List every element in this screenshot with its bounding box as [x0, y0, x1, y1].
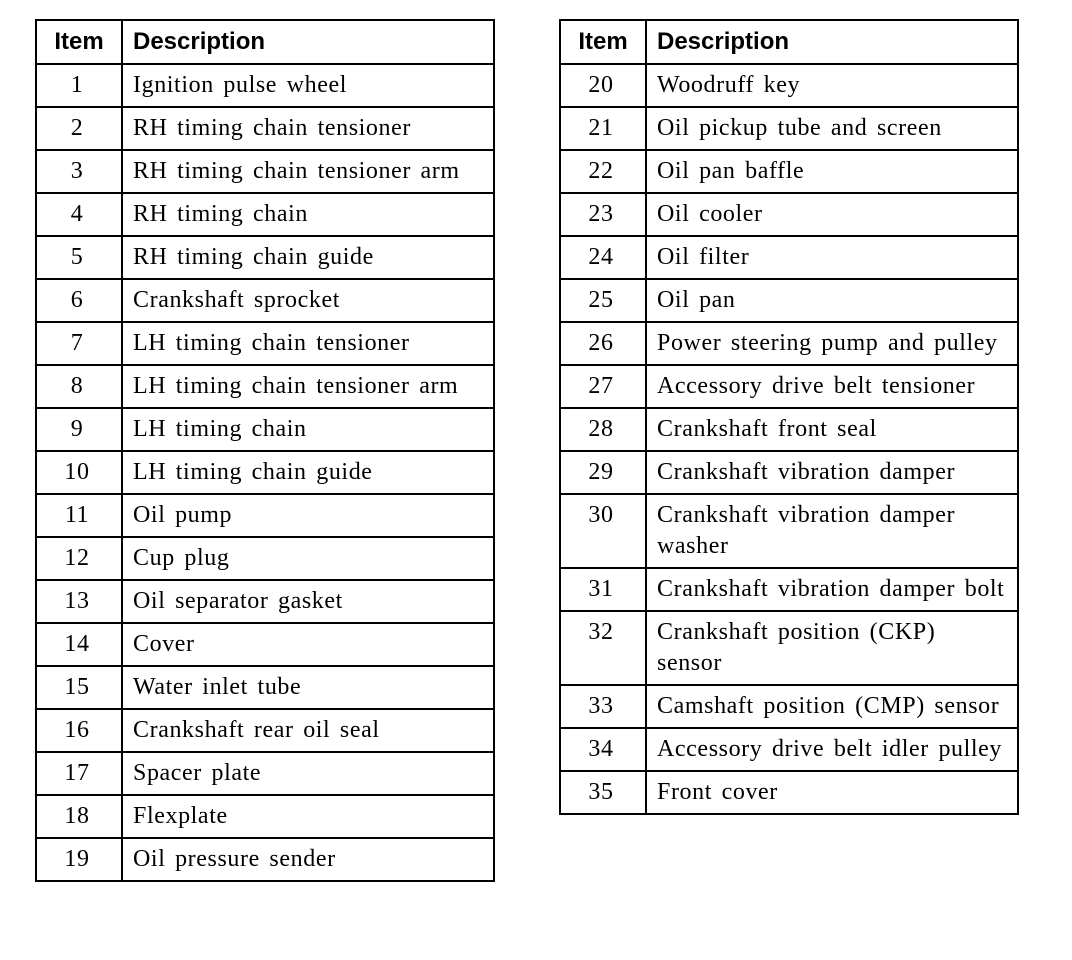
item-number-cell: 13	[36, 580, 122, 623]
item-number-cell: 17	[36, 752, 122, 795]
item-description-cell: Accessory drive belt idler pulley	[646, 728, 1018, 771]
item-description-cell: Oil filter	[646, 236, 1018, 279]
item-description-cell: Oil pickup tube and screen	[646, 107, 1018, 150]
item-number-cell: 27	[560, 365, 646, 408]
item-description-cell: Camshaft position (CMP) sensor	[646, 685, 1018, 728]
table-row	[560, 236, 1018, 279]
table-row	[560, 611, 1018, 685]
item-number-cell: 6	[36, 279, 122, 322]
item-description-cell: RH timing chain	[122, 193, 494, 236]
item-description-cell: Oil cooler	[646, 193, 1018, 236]
item-description-cell: Crankshaft vibration damper bolt	[646, 568, 1018, 611]
item-number-cell: 35	[560, 771, 646, 814]
table-row	[36, 580, 494, 623]
table-row	[36, 365, 494, 408]
table-row	[36, 537, 494, 580]
table-row	[36, 752, 494, 795]
table-row	[36, 236, 494, 279]
item-number-cell: 3	[36, 150, 122, 193]
item-column-header: Item	[560, 20, 646, 64]
item-number-cell: 18	[36, 795, 122, 838]
item-number-cell: 26	[560, 322, 646, 365]
description-column-header: Description	[646, 20, 1018, 64]
table-row	[560, 64, 1018, 107]
table-header-row	[560, 20, 1018, 64]
item-number-cell: 1	[36, 64, 122, 107]
item-number-cell: 14	[36, 623, 122, 666]
table-row	[560, 107, 1018, 150]
item-number-cell: 7	[36, 322, 122, 365]
item-description-cell: Oil pan baffle	[646, 150, 1018, 193]
table-row	[560, 365, 1018, 408]
item-description-cell: Oil pump	[122, 494, 494, 537]
item-description-cell: Crankshaft vibration damper washer	[646, 494, 1018, 568]
item-number-cell: 19	[36, 838, 122, 881]
table-row	[560, 150, 1018, 193]
table-row	[36, 623, 494, 666]
item-number-cell: 12	[36, 537, 122, 580]
item-number-cell: 15	[36, 666, 122, 709]
item-description-cell: LH timing chain	[122, 408, 494, 451]
table-row	[560, 568, 1018, 611]
item-description-cell: LH timing chain guide	[122, 451, 494, 494]
item-number-cell: 24	[560, 236, 646, 279]
item-number-cell: 5	[36, 236, 122, 279]
table-row	[560, 451, 1018, 494]
table-row	[36, 795, 494, 838]
item-description-cell: LH timing chain tensioner arm	[122, 365, 494, 408]
item-number-cell: 31	[560, 568, 646, 611]
item-number-cell: 25	[560, 279, 646, 322]
table-row	[36, 193, 494, 236]
item-description-cell: Woodruff key	[646, 64, 1018, 107]
table-row	[36, 451, 494, 494]
table-row	[560, 322, 1018, 365]
item-description-cell: Flexplate	[122, 795, 494, 838]
item-description-cell: Ignition pulse wheel	[122, 64, 494, 107]
item-number-cell: 33	[560, 685, 646, 728]
table-row	[36, 408, 494, 451]
table-row	[36, 64, 494, 107]
table-header-row	[36, 20, 494, 64]
description-column-header: Description	[122, 20, 494, 64]
item-description-cell: Spacer plate	[122, 752, 494, 795]
parts-table-left	[35, 19, 495, 882]
table-row	[560, 279, 1018, 322]
table-row	[560, 494, 1018, 568]
item-description-cell: Water inlet tube	[122, 666, 494, 709]
item-number-cell: 21	[560, 107, 646, 150]
item-number-cell: 4	[36, 193, 122, 236]
item-number-cell: 29	[560, 451, 646, 494]
item-description-cell: RH timing chain tensioner arm	[122, 150, 494, 193]
item-description-cell: Cover	[122, 623, 494, 666]
table-row	[36, 107, 494, 150]
item-number-cell: 22	[560, 150, 646, 193]
item-number-cell: 10	[36, 451, 122, 494]
table-row	[560, 408, 1018, 451]
item-description-cell: Cup plug	[122, 537, 494, 580]
item-number-cell: 30	[560, 494, 646, 568]
table-row	[36, 322, 494, 365]
table-row	[36, 494, 494, 537]
item-description-cell: Power steering pump and pulley	[646, 322, 1018, 365]
table-row	[560, 193, 1018, 236]
item-number-cell: 11	[36, 494, 122, 537]
item-number-cell: 8	[36, 365, 122, 408]
table-row	[36, 279, 494, 322]
item-description-cell: Crankshaft sprocket	[122, 279, 494, 322]
table-row	[36, 838, 494, 881]
item-number-cell: 20	[560, 64, 646, 107]
item-description-cell: Front cover	[646, 771, 1018, 814]
table-row	[36, 150, 494, 193]
item-description-cell: Oil pan	[646, 279, 1018, 322]
table-row	[36, 666, 494, 709]
item-description-cell: LH timing chain tensioner	[122, 322, 494, 365]
item-description-cell: Crankshaft vibration damper	[646, 451, 1018, 494]
item-number-cell: 28	[560, 408, 646, 451]
parts-table-right	[559, 19, 1019, 815]
table-row	[560, 771, 1018, 814]
table-row	[560, 685, 1018, 728]
item-description-cell: RH timing chain guide	[122, 236, 494, 279]
item-number-cell: 16	[36, 709, 122, 752]
item-description-cell: RH timing chain tensioner	[122, 107, 494, 150]
table-row	[36, 709, 494, 752]
item-description-cell: Crankshaft rear oil seal	[122, 709, 494, 752]
item-description-cell: Crankshaft front seal	[646, 408, 1018, 451]
item-description-cell: Oil pressure sender	[122, 838, 494, 881]
item-column-header: Item	[36, 20, 122, 64]
item-number-cell: 2	[36, 107, 122, 150]
item-number-cell: 34	[560, 728, 646, 771]
item-number-cell: 32	[560, 611, 646, 685]
item-description-cell: Crankshaft position (CKP) sensor	[646, 611, 1018, 685]
table-row	[560, 728, 1018, 771]
item-number-cell: 23	[560, 193, 646, 236]
item-description-cell: Oil separator gasket	[122, 580, 494, 623]
item-description-cell: Accessory drive belt tensioner	[646, 365, 1018, 408]
item-number-cell: 9	[36, 408, 122, 451]
